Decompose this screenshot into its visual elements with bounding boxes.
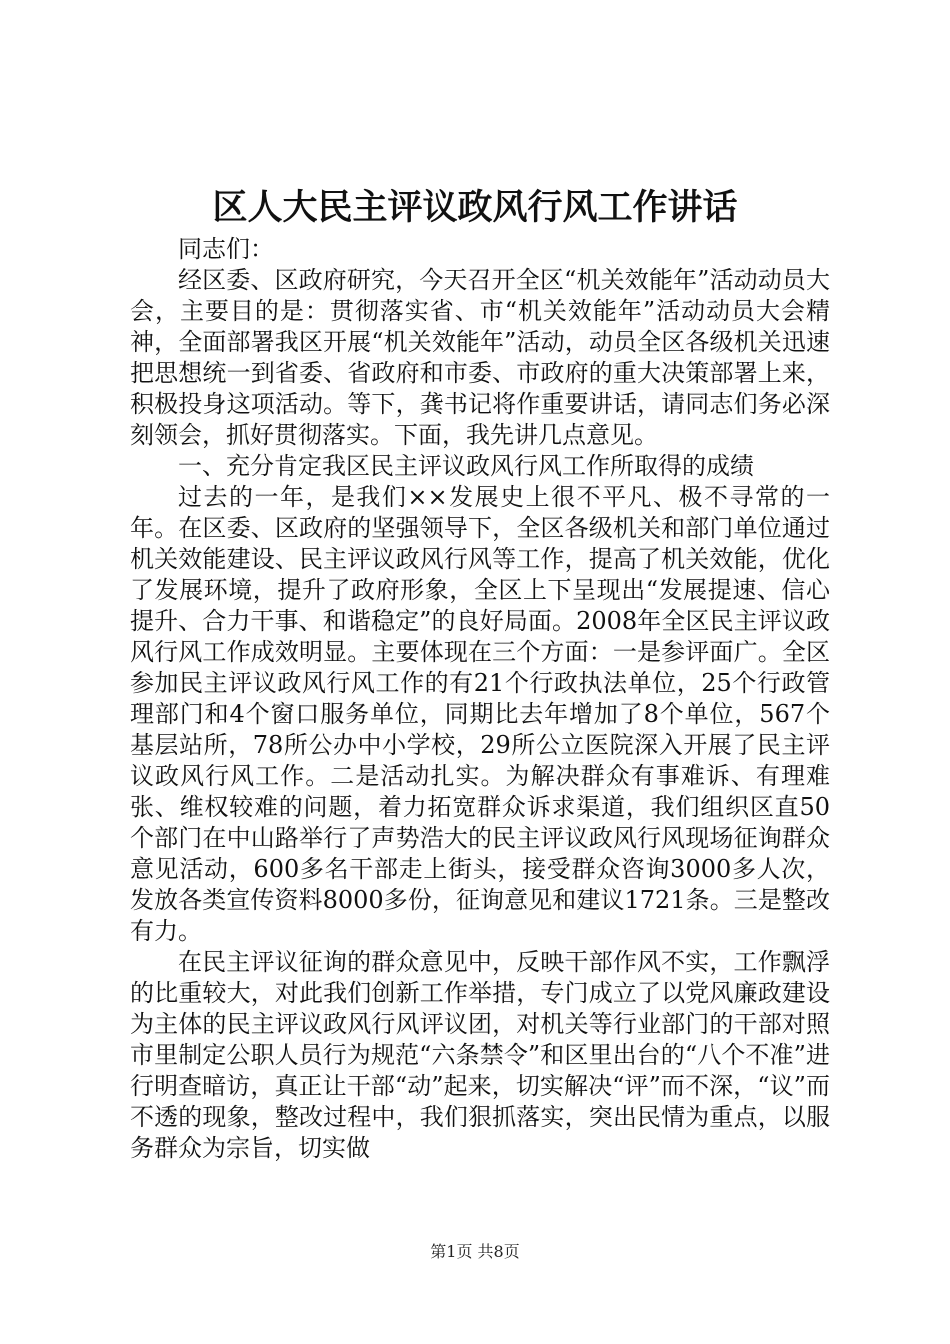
achievements-paragraph: 过去的一年，是我们××发展史上很不平凡、极不寻常的一年。在区委、区政府的坚强领导下，全区各级机关和部门单位通过机关效能建设、民主评议政风行风等工作，提高了机关效能，优化了发展环境，提升了政府形象，全区上下呈现出“发展提速、信心提升、合力干事、和谐稳定”的良好局面。2008年全区民主评议政风行风工作成效明显。主要体现在三个方面：一是参评面广。全区参加民主评议政风行风工作的有21个行政执法单位，25个行政管理部门和4个窗口服务单位，同期比去年增加了8个单位，567个基层站所，78所公办中小学校，29所公立医院深入开展了民主评议政风行风工作。二是活动扎实。为解决群众有事难诉、有理难张、维权较难的问题，着力拓宽群众诉求渠道，我们组织区直50个部门在中山路举行了声势浩大的民主评议政风行风现场征询群众意见活动，600多名干部走上街头，接受群众咨询3000多人次，发放各类宣传资料8000多份，征询意见和建议1721条。三是整改有力。 [130, 483, 830, 945]
rectification-paragraph: 在民主评议征询的群众意见中，反映干部作风不实，工作飘浮的比重较大，对此我们创新工作举措，专门成立了以党风廉政建设为主体的民主评议政风行风评议团，对机关等行业部门的干部对照市里制定公职人员行为规范“六条禁令”和区里出台的“八个不准”进行明查暗访，真正让干部“动”起来，切实解决“评”而不深，“议”而不透的现象，整改过程中，我们狠抓落实，突出民情为重点，以服务群众为宗旨，切实做 [130, 948, 830, 1162]
document-title: 区人大民主评议政风行风工作讲话 [212, 187, 738, 228]
document-body [130, 234, 830, 1164]
salutation-paragraph: 同志们： [178, 235, 274, 263]
page-number-footer: 第1页 共8页 [430, 1242, 520, 1261]
intro-paragraph: 经区委、区政府研究，今天召开全区“机关效能年”活动动员大会，主要目的是：贯彻落实省、市“机关效能年”活动动员大会精神，全面部署我区开展“机关效能年”活动，动员全区各级机关迅速把思想统一到省委、省政府和市委、市政府的重大决策部署上来，积极投身这项活动。等下，龚书记将作重要讲话，请同志们务必深刻领会，抓好贯彻落实。下面，我先讲几点意见。 [130, 266, 830, 449]
section-heading: 一、充分肯定我区民主评议政风行风工作所取得的成绩 [178, 452, 754, 480]
